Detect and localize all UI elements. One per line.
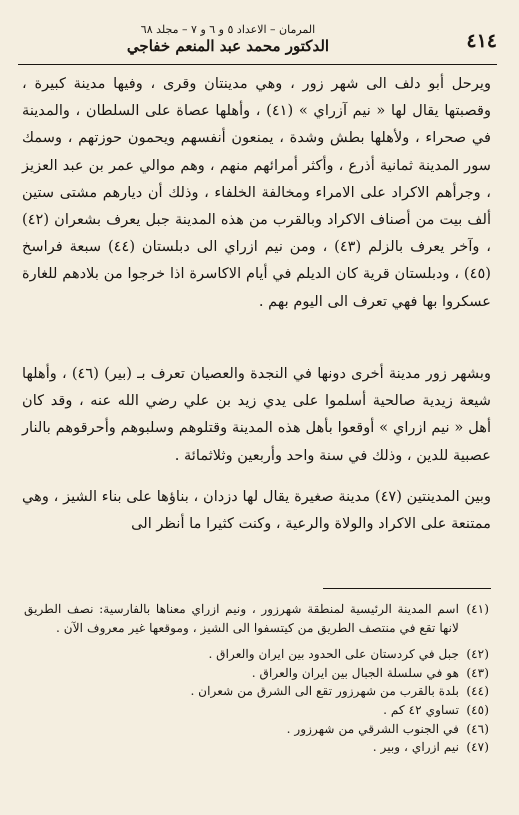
- running-head: [18, 22, 438, 54]
- body-text: [22, 70, 491, 537]
- author-name: الدكتور محمد عبد المنعم خفاجي: [126, 37, 330, 55]
- footnote-text: هو في سلسلة الجبال بين ايران والعراق .: [251, 665, 459, 680]
- footnote-number: (٤٥): [466, 702, 489, 717]
- footnote-text: في الجنوب الشرقي من شهرزور .: [286, 721, 459, 736]
- footnote-number: (٤٦): [466, 721, 489, 736]
- journal-line: المرمان – الاعداد ٥ و ٦ و ٧ – مجلد ٦٨: [140, 23, 316, 36]
- page-number: ٤١٤: [466, 30, 497, 52]
- footnote-text: اسم المدينة الرئيسية لمنطقة شهرزور ، ونيم ازراي معناها بالفارسية: نصف الطريق لانها تقع في منتصف الطريق من كيتسفوا الى الشيز ، وموقعها غير معروف الآن .: [24, 602, 459, 635]
- footnote-number: (٤١): [466, 602, 489, 616]
- footnote-rule: [323, 588, 491, 589]
- footnote-text: جبل في كردستان على الحدود بين ايران والعراق .: [208, 647, 459, 662]
- footnotes: [24, 600, 489, 757]
- page-header: [18, 22, 497, 62]
- footnote-47: [24, 738, 489, 757]
- footnote-number: (٤٣): [466, 665, 489, 680]
- paragraph-3: وبين المدينتين (٤٧) مدينة صغيرة يقال لها دزدان ، بناؤها على بناء الشيز ، وهي ممتنعة على الاكراد والولاة والرعية ، وكنت كثيرا ما أنظر الى: [22, 488, 492, 533]
- paragraph-2: وبشهر زور مدينة أخرى دونها في النجدة والعصيان تعرف بـ (بير) (٤٦) ، وأهلها شيعة زيدية صالحية أسلموا على يدي زيد بن علي رضي الله عنه ، وقد كان أهل « نيم ازراي » أوقعوا بأهل هذه المدينة وقتلوهم وسلبوهم وأحرقوهم بالنار عصبية للدين ، وذلك في سنة واحد وأربعين وثلاثمائة .: [22, 365, 492, 464]
- footnote-text: بلدة بالقرب من شهرزور تقع الى الشرق من شعران .: [190, 684, 459, 699]
- footnote-text: نيم ازراي ، وبير .: [372, 740, 459, 755]
- footnote-text: تساوي ٤٢ كم .: [383, 702, 459, 717]
- footnote-number: (٤٢): [466, 647, 489, 662]
- footnote-number: (٤٧): [466, 740, 489, 755]
- footnote-44: [24, 682, 489, 701]
- paragraph-1: ويرحل أبو دلف الى شهر زور ، وهي مدينتان وقرى ، وفيها مدينة كبيرة ، وقصبتها يقال لها « نيم آزراي » (٤١) ، وأهلها عصاة على السلطان ، والمدينة في صحراء ، ولأهلها بطش وشدة ، يمنعون أنفسهم ويحمون حوزتهم ، وسمك سور المدينة ثمانية أذرع ، وأكثر أمرائهم منهم ، وهم موالي عمر بن عبد العزيز ، وجرأهم الاكراد على الامراء ومخالفة الخلفاء ، وذلك أن ديارهم مشتى ستين ألف بيت من أصناف الاكراد وبالقرب من هذه المدينة جبل يعرف بشعران (٤٢) ، وآخر يعرف بالزلم (٤٣) ، ومن نيم ازراي الى دبلستان (٤٤) سبعة فراسخ (٤٥) ، ودبلستان قرية كان الديلم في أيام الاكاسرة اذا خرجوا من بلادهم للغارة عسكروا بها فهي تعرف الى اليوم بهم .: [22, 75, 491, 310]
- footnote-43: [24, 664, 489, 683]
- footnote-42: [24, 645, 489, 664]
- footnote-number: (٤٤): [466, 684, 489, 699]
- footnote-41: [24, 600, 489, 637]
- header-rule: [18, 64, 497, 65]
- footnote-46: [24, 720, 489, 739]
- footnote-45: [24, 701, 489, 720]
